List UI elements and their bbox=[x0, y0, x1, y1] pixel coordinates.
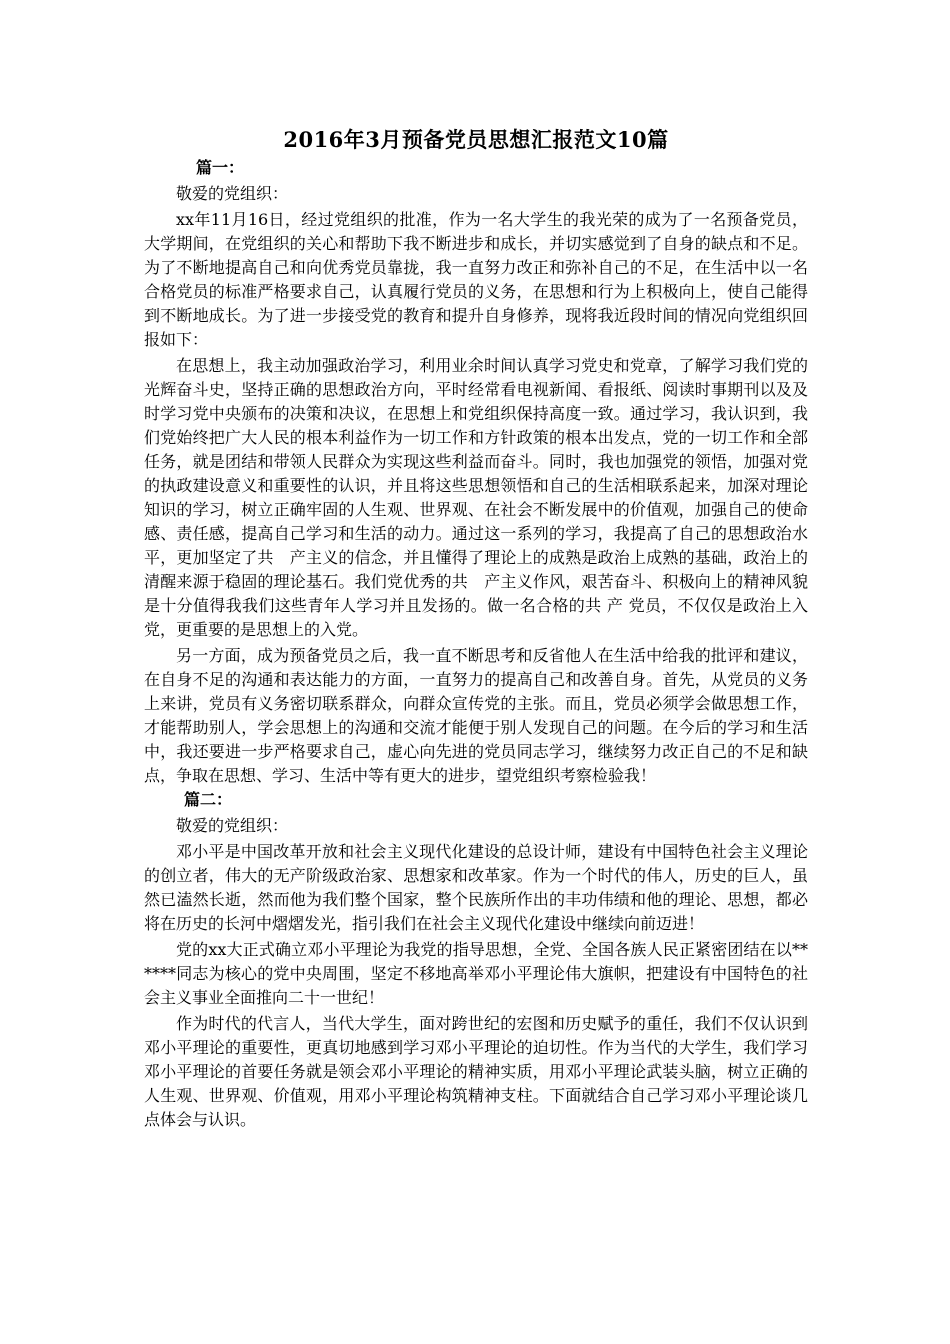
section-1-heading: 篇一： bbox=[196, 158, 245, 177]
document-title: 2016年3月预备党员思想汇报范文10篇 bbox=[283, 127, 669, 152]
document-page bbox=[144, 124, 808, 1132]
section-1 bbox=[144, 156, 808, 788]
section-2-salutation: 敬爱的党组织： bbox=[176, 816, 289, 835]
section-2 bbox=[144, 788, 808, 1132]
section-1-salutation: 敬爱的党组织： bbox=[176, 184, 289, 203]
section-2-paragraph: 邓小平是中国改革开放和社会主义现代化建设的总设计师，建设有中国特色社会主义理论的创立者，伟大的无产阶级政治家、思想家和改革家。作为一个时代的伟人，历史的巨人，虽然已溘然长逝，然而他为我们整个国家，整个民族所作出的丰功伟绩和他的理论、思想，都必将在历史的长河中熠熠发光，指引我们在社会主义现代化建设中继续向前迈进！ bbox=[144, 842, 808, 933]
section-1-paragraph: 另一方面，成为预备党员之后，我一直不断思考和反省他人在生活中给我的批评和建议，在自身不足的沟通和表达能力的方面，一直努力的提高自己和改善自身。首先，从党员的义务上来讲，党员有义务密切联系群众，向群众宣传党的主张。而且，党员必须学会做思想工作，才能帮助别人，学会思想上的沟通和交流才能便于别人发现自己的问题。在今后的学习和生活中，我还要进一步严格要求自己，虚心向先进的党员同志学习，继续努力改正自己的不足和缺点，争取在思想、学习、生活中等有更大的进步，望党组织考察检验我！ bbox=[144, 646, 808, 785]
section-2-heading: 篇二： bbox=[184, 790, 233, 809]
section-1-paragraph: xx年11月16日，经过党组织的批准，作为一名大学生的我光荣的成为了一名预备党员，大学期间，在党组织的关心和帮助下我不断进步和成长，并切实感觉到了自身的缺点和不足。为了不断地提高自己和向优秀党员靠拢，我一直努力改正和弥补自己的不足，在生活中以一名合格党员的标准严格要求自己，认真履行党员的义务，在思想和行为上积极向上，使自己能得到不断地成长。为了进一步接受党的教育和提升自身修养，现将我近段时间的情况向党组织回报如下： bbox=[144, 210, 808, 349]
section-2-paragraph: 党的xx大正式确立邓小平理论为我党的指导思想，全党、全国各族人民正紧密团结在以******同志为核心的党中央周围，坚定不移地高举邓小平理论伟大旗帜，把建设有中国特色的社会主义事业全面推向二十一世纪！ bbox=[144, 940, 808, 1007]
section-2-paragraph: 作为时代的代言人，当代大学生，面对跨世纪的宏图和历史赋予的重任，我们不仅认识到邓小平理论的重要性，更真切地感到学习邓小平理论的迫切性。作为当代的大学生，我们学习邓小平理论的首要任务就是领会邓小平理论的精神实质，用邓小平理论武装头脑，树立正确的人生观、世界观、价值观，用邓小平理论构筑精神支柱。下面就结合自己学习邓小平理论谈几点体会与认识。 bbox=[144, 1014, 808, 1129]
section-1-paragraph: 在思想上，我主动加强政治学习，利用业余时间认真学习党史和党章，了解学习我们党的光辉奋斗史，坚持正确的思想政治方向，平时经常看电视新闻、看报纸、阅读时事期刊以及及时学习党中央颁布的决策和决议，在思想上和党组织保持高度一致。通过学习，我认识到，我们党始终把广大人民的根本利益作为一切工作和方针政策的根本出发点，党的一切工作和全部任务，就是团结和带领人民群众为实现这些利益而奋斗。同时，我也加强党的领悟，加强对党的执政建设意义和重要性的认识，并且将这些思想领悟和自己的生活相联系起来，加深对理论知识的学习，树立正确牢固的人生观、世界观、在社会不断发展中的价值观，加强自己的使命感、责任感，提高自己学习和生活的动力。通过这一系列的学习，我提高了自己的思想政治水平，更加坚定了共 产主义的信念，并且懂得了理论上的成熟是政治上成熟的基础，政治上的清醒来源于稳固的理论基石。我们党优秀的共 产主义作风，艰苦奋斗、积极向上的精神风貌是十分值得我我们这些青年人学习并且发扬的。做一名合格的共 产 党员，不仅仅是政治上入党，更重要的是思想上的入党。 bbox=[144, 356, 808, 639]
